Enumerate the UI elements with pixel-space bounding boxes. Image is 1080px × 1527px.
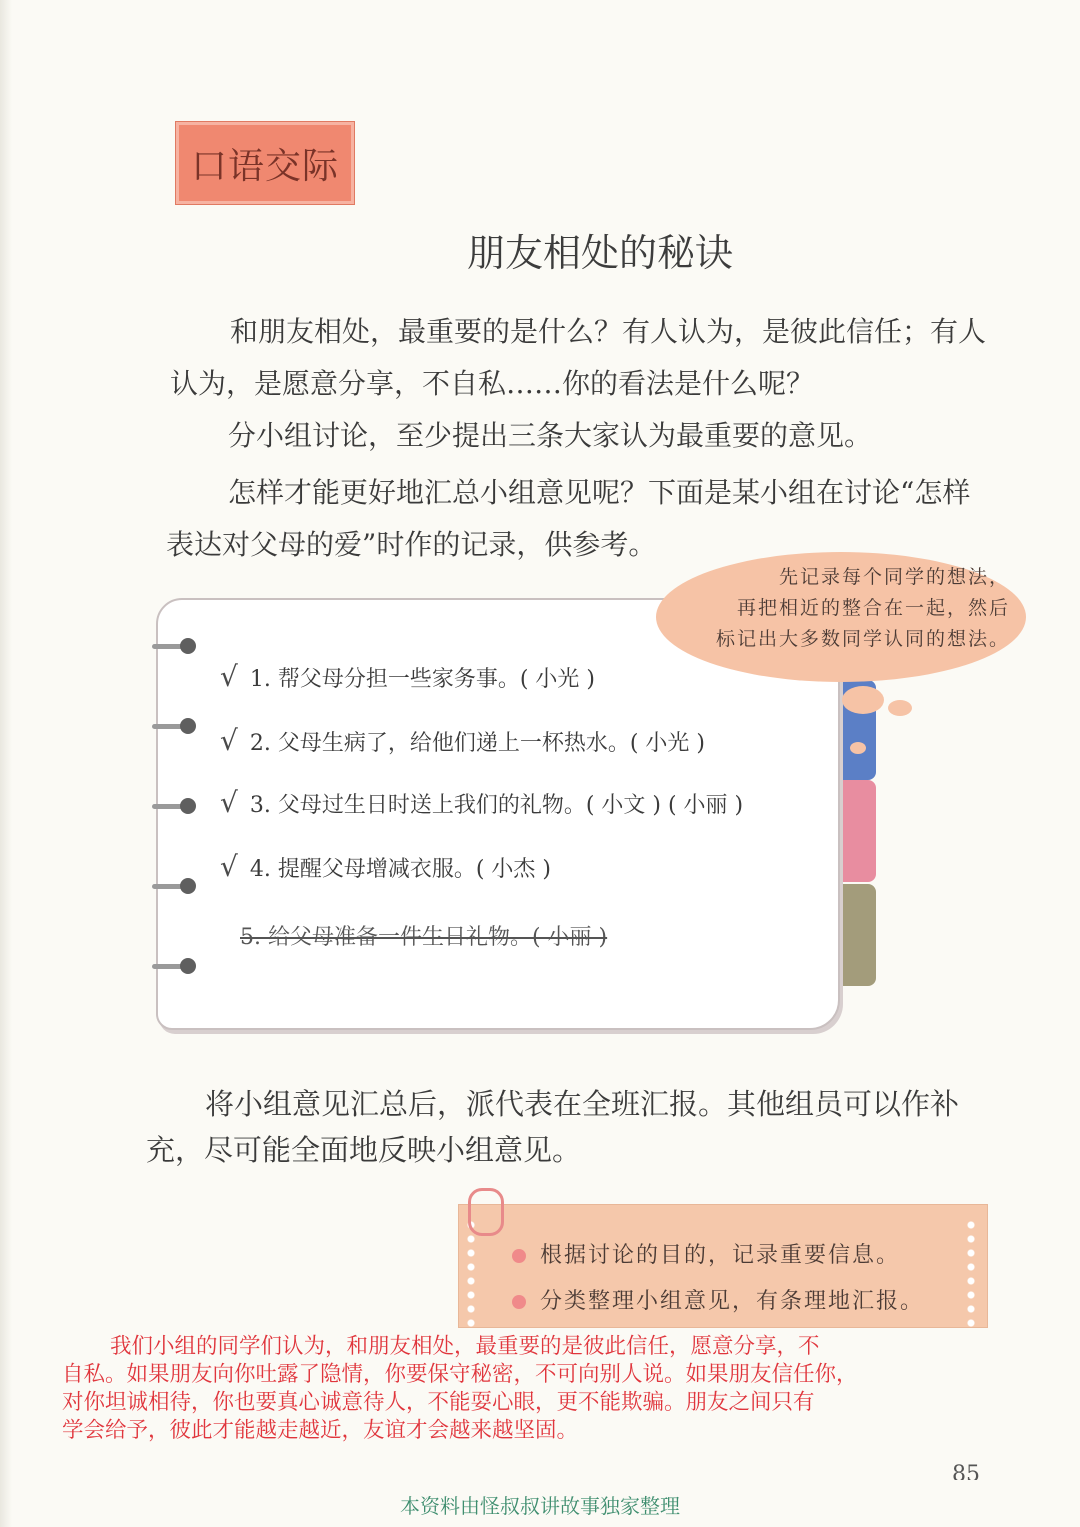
page-edge (0, 0, 12, 1527)
binder-ring-icon (152, 878, 202, 894)
binder-ring-icon (152, 718, 202, 734)
binder-ring-icon (152, 638, 202, 654)
report-paragraph-line1: 将小组意见汇总后，派代表在全班汇报。其他组员可以作补 (205, 1087, 960, 1121)
intro-paragraph-line1: 和朋友相处，最重要的是什么？有人认为，是彼此信任；有人 (230, 315, 987, 348)
section-tag (175, 121, 355, 205)
page-number: 85 (952, 1462, 980, 1480)
section-tag-label: 口语交际 (190, 145, 339, 187)
note-item-struck: 5. 给父母准备一件生日礼物。( 小丽 ) (240, 925, 608, 950)
answer-line: 自私。如果朋友向你吐露了隐情，你要保守秘密，不可向别人说。如果朋友信任你， (62, 1362, 858, 1387)
binder-ring-icon (152, 798, 202, 814)
thought-bubble-text: 先记录每个同学的想法， 再把相近的整合在一起，然后 标记出大多数同学认同的想法。 (715, 566, 1010, 650)
answer-line: 学会给予，彼此才能越走越近，友谊才会越来越坚固。 (62, 1418, 579, 1443)
note-item: √ 1. 帮父母分担一些家务事。( 小光 ) (220, 660, 595, 693)
notebook-tab-khaki (836, 884, 876, 986)
check-mark-icon: √ (220, 724, 238, 757)
binder-ring-icon (152, 958, 202, 974)
note-item: √ 2. 父母生病了，给他们递上一杯热水。( 小光 ) (220, 724, 705, 757)
report-paragraph-line2: 充，尽可能全面地反映小组意见。 (146, 1133, 582, 1167)
bullet-dot-icon (512, 1295, 526, 1309)
thought-bubble-puff (888, 700, 912, 716)
paper-clip-icon (468, 1188, 504, 1236)
note-item: √ 4. 提醒父母增减衣服。( 小杰 ) (220, 850, 551, 883)
notebook-tab-pink (836, 780, 876, 882)
discussion-instruction: 分小组讨论，至少提出三条大家认为最重要的意见。 (228, 419, 873, 452)
tip-item: 分类整理小组意见，有条理地汇报。 (512, 1284, 924, 1315)
intro-paragraph-line2: 认为，是愿意分享，不自私……你的看法是什么呢？ (170, 367, 815, 400)
thought-bubble-puff (850, 742, 866, 754)
tip-item: 根据讨论的目的，记录重要信息。 (512, 1238, 900, 1269)
check-mark-icon: √ (220, 850, 238, 883)
bullet-dot-icon (512, 1249, 526, 1263)
note-item: √ 3. 父母过生日时送上我们的礼物。( 小文 ) ( 小丽 ) (220, 786, 744, 819)
summary-paragraph-line1: 怎样才能更好地汇总小组意见呢？下面是某小组在讨论“怎样 (228, 476, 971, 509)
thought-bubble-puff (842, 686, 884, 714)
tip-card-holes (466, 1218, 476, 1328)
check-mark-icon: √ (220, 660, 238, 693)
lesson-title: 朋友相处的秘诀 (466, 231, 733, 275)
summary-paragraph-line2: 表达对父母的爱”时作的记录，供参考。 (166, 528, 657, 561)
footer-credit: 本资料由怪叔叔讲故事独家整理 (400, 1494, 680, 1518)
answer-line: 我们小组的同学们认为，和朋友相处，最重要的是彼此信任，愿意分享，不 (110, 1334, 820, 1359)
answer-line: 对你坦诚相待，你也要真心诚意待人，不能耍心眼，更不能欺骗。朋友之间只有 (62, 1390, 815, 1415)
check-mark-icon: √ (220, 786, 238, 819)
tip-card-holes (966, 1218, 976, 1328)
